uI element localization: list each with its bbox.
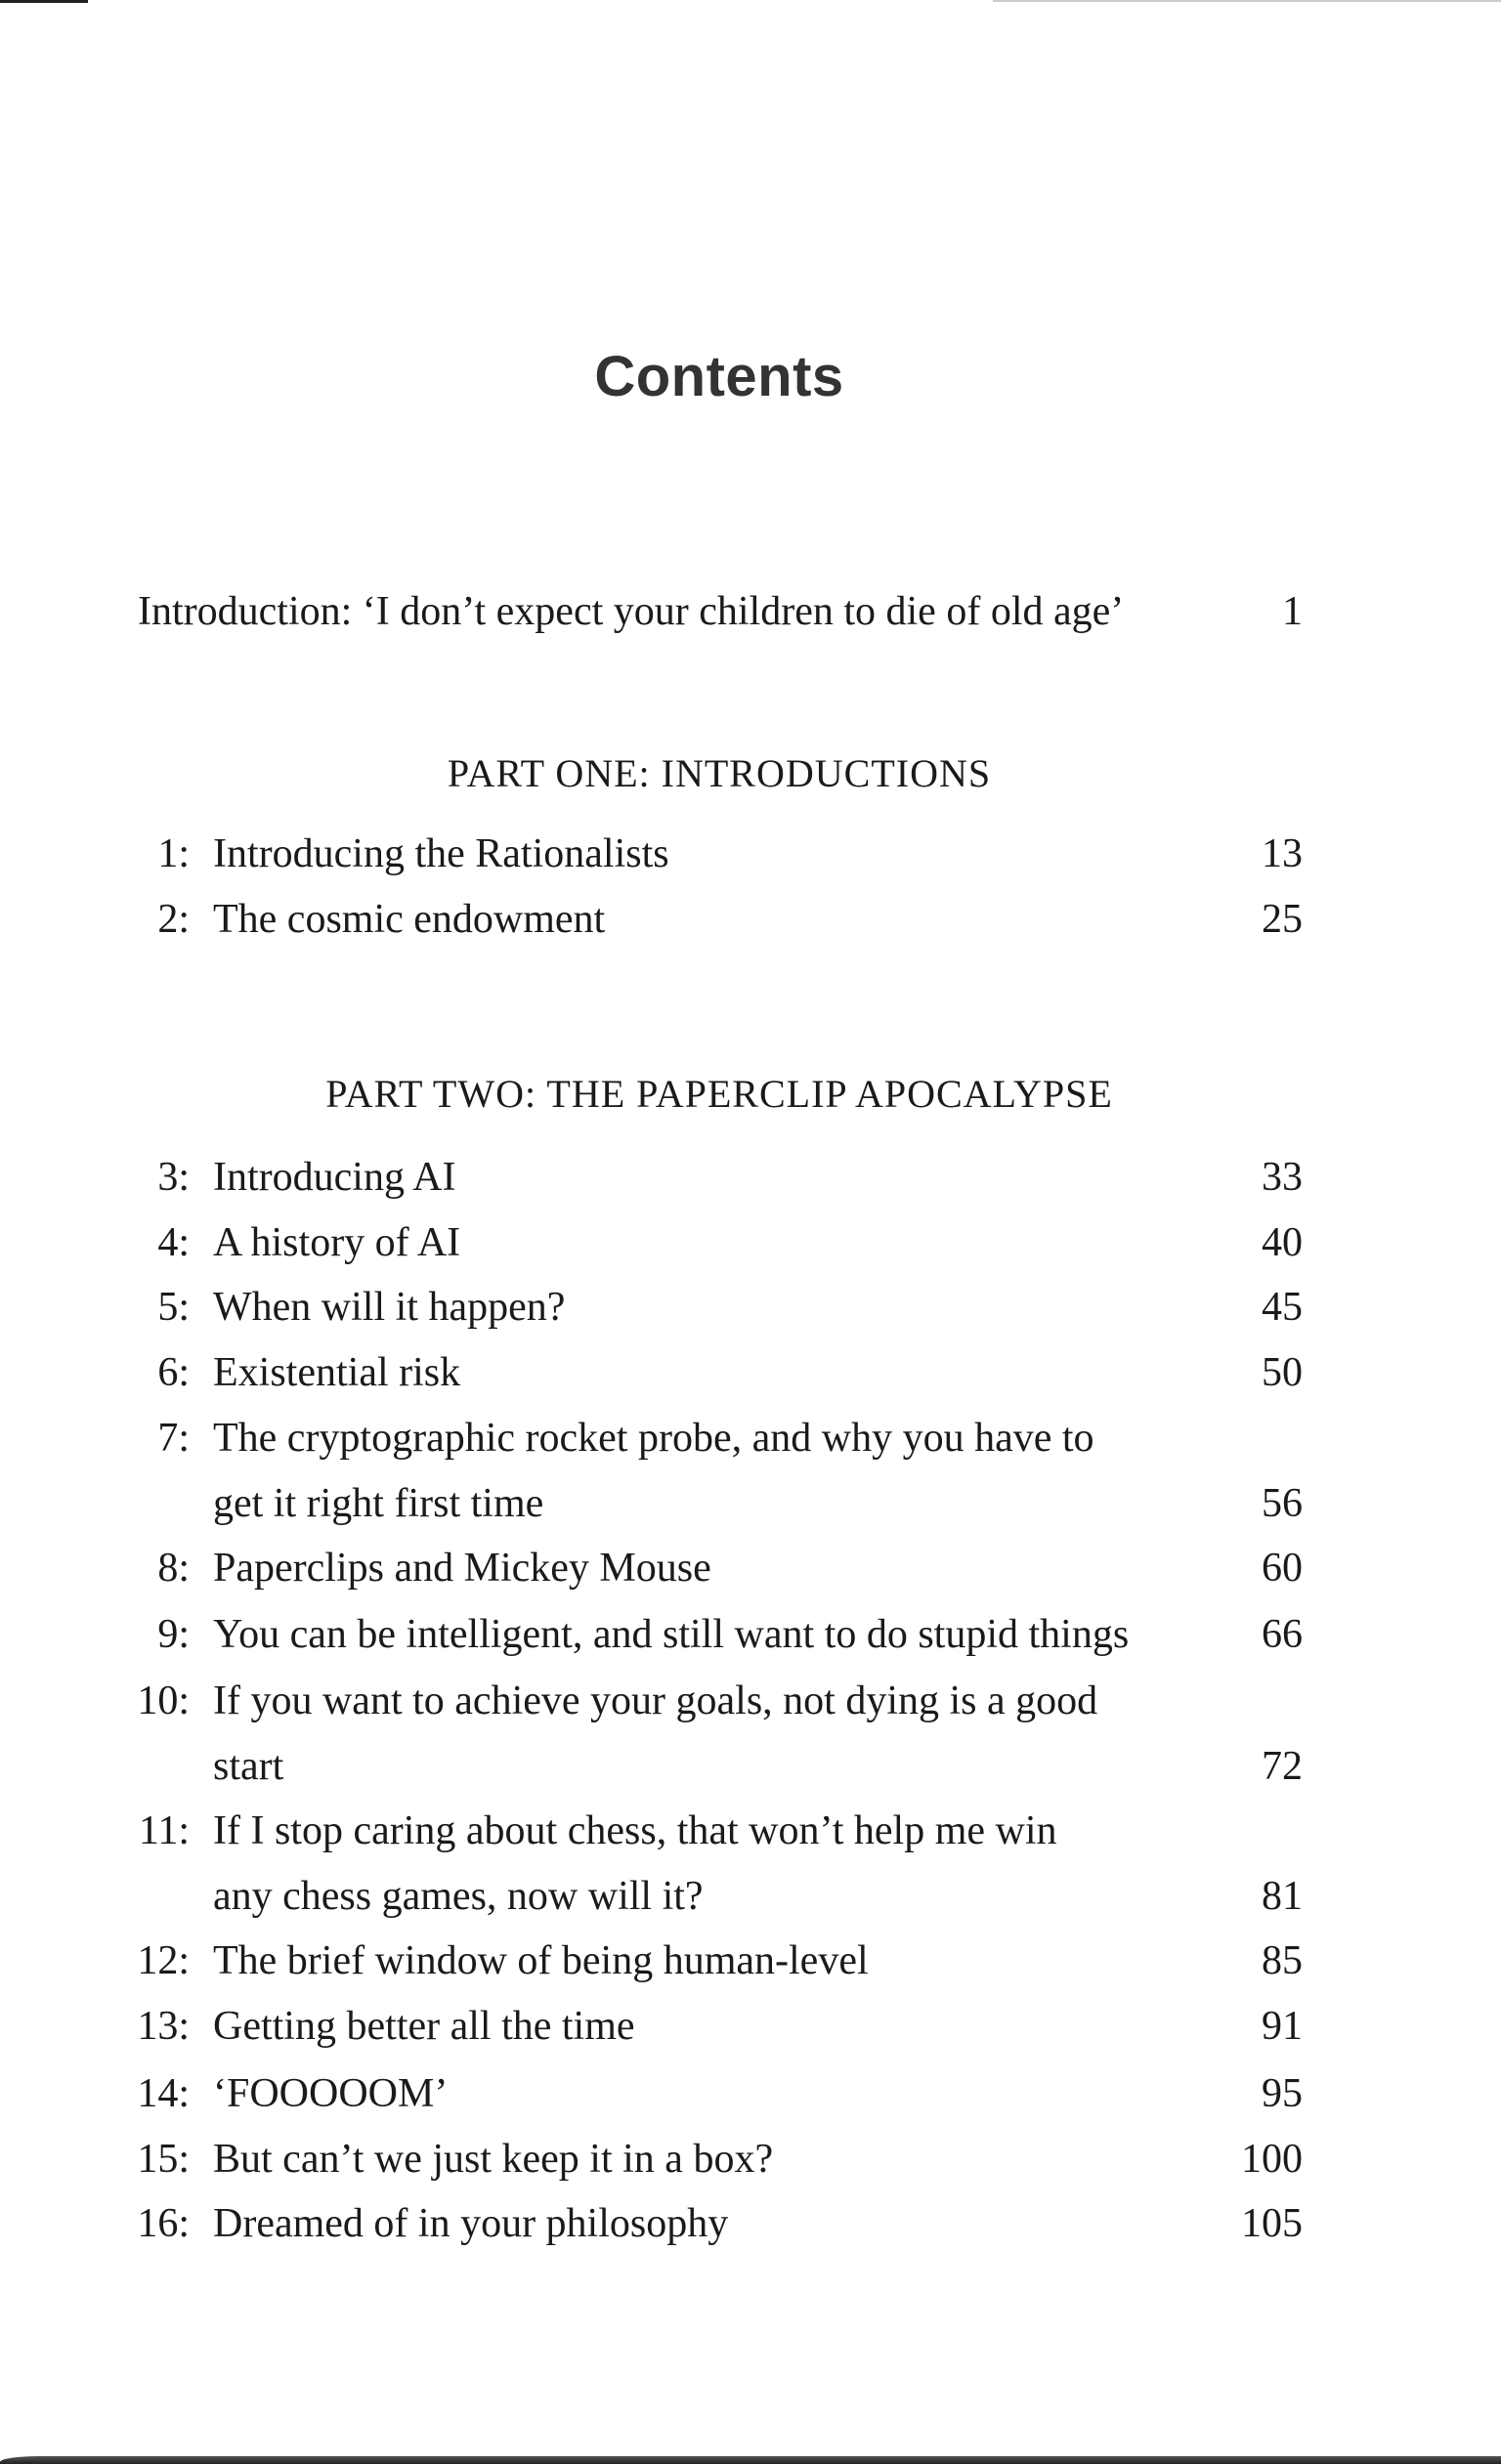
page-title: Contents [594, 345, 844, 408]
chapter-title: ‘FOOOOOM’ [213, 2071, 449, 2116]
chapter-number: 5: [157, 1285, 190, 1330]
chapter-title: Dreamed of in your philosophy [213, 2201, 729, 2246]
chapter-number: 9: [157, 1612, 190, 1657]
chapter-page: 40 [1262, 1220, 1303, 1265]
chapter-number: 15: [137, 2137, 190, 2182]
chapter-number: 4: [157, 1220, 190, 1265]
chapter-page: 95 [1262, 2071, 1303, 2116]
chapter-page: 60 [1262, 1546, 1303, 1591]
chapter-title: Introducing AI [213, 1155, 456, 1200]
toc-entry[interactable] [0, 1148, 1501, 1207]
toc-entry-introduction[interactable] [0, 582, 1501, 641]
chapter-title: Introducing the Rationalists [213, 831, 669, 876]
chapter-number: 14: [137, 2071, 190, 2116]
chapter-title: The cryptographic rocket probe, and why you have to [213, 1416, 1094, 1461]
toc-entry[interactable] [0, 1802, 1501, 1860]
page-edge-bottom [0, 2456, 1501, 2464]
toc-entry[interactable] [0, 2194, 1501, 2253]
chapter-title: The cosmic endowment [213, 897, 606, 942]
chapter-number: 11: [138, 1808, 190, 1853]
toc-entry[interactable] [0, 890, 1501, 949]
toc-entry[interactable] [0, 2064, 1501, 2123]
chapter-number: 8: [157, 1546, 190, 1591]
chapter-number: 12: [137, 1938, 190, 1983]
chapter-title: Existential risk [213, 1350, 461, 1395]
toc-entry[interactable] [0, 825, 1501, 883]
entry-page: 1 [1282, 589, 1303, 634]
chapter-title: Getting better all the time [213, 2004, 635, 2049]
chapter-page: 50 [1262, 1350, 1303, 1395]
toc-entry-continuation[interactable] [0, 1474, 1501, 1533]
toc-entry[interactable] [0, 1409, 1501, 1467]
chapter-number: 6: [157, 1350, 190, 1395]
chapter-page: 72 [1262, 1744, 1303, 1789]
chapter-page: 33 [1262, 1155, 1303, 1200]
chapter-number: 16: [137, 2201, 190, 2246]
toc-entry[interactable] [0, 1343, 1501, 1402]
chapter-title: The brief window of being human-level [213, 1938, 869, 1983]
chapter-page: 66 [1262, 1612, 1303, 1657]
chapter-title: When will it happen? [213, 1285, 566, 1330]
chapter-page: 85 [1262, 1938, 1303, 1983]
chapter-title: any chess games, now will it? [213, 1874, 704, 1919]
chapter-page: 81 [1262, 1874, 1303, 1919]
chapter-title: Paperclips and Mickey Mouse [213, 1546, 711, 1591]
toc-entry[interactable] [0, 1672, 1501, 1730]
toc-entry[interactable] [0, 1278, 1501, 1337]
part-heading: PART ONE: INTRODUCTIONS [447, 751, 992, 795]
chapter-page: 56 [1262, 1481, 1303, 1526]
chapter-title: A history of AI [213, 1220, 461, 1265]
chapter-page: 25 [1262, 897, 1303, 942]
chapter-title: If you want to achieve your goals, not dying is a good [213, 1678, 1098, 1723]
chapter-number: 10: [137, 1678, 190, 1723]
chapter-number: 3: [157, 1155, 190, 1200]
chapter-number: 1: [157, 831, 190, 876]
page-edge-top-right [993, 0, 1501, 2]
chapter-number: 2: [157, 897, 190, 942]
toc-entry[interactable] [0, 2130, 1501, 2188]
toc-entry[interactable] [0, 1539, 1501, 1597]
toc-entry-continuation[interactable] [0, 1867, 1501, 1926]
toc-entry[interactable] [0, 1997, 1501, 2056]
chapter-page: 105 [1241, 2201, 1303, 2246]
chapter-title: start [213, 1744, 284, 1789]
chapter-title: get it right first time [213, 1481, 544, 1526]
page-edge-top-left [0, 0, 88, 3]
chapter-number: 13: [137, 2004, 190, 2049]
chapter-page: 100 [1241, 2137, 1303, 2182]
chapter-page: 91 [1262, 2004, 1303, 2049]
toc-entry-continuation[interactable] [0, 1737, 1501, 1796]
entry-title: Introduction: ‘I don’t expect your children to die of old age’ [138, 589, 1125, 634]
toc-entry[interactable] [0, 1605, 1501, 1664]
chapter-page: 45 [1262, 1285, 1303, 1330]
chapter-page: 13 [1262, 831, 1303, 876]
chapter-number: 7: [157, 1416, 190, 1461]
chapter-title: But can’t we just keep it in a box? [213, 2137, 774, 2182]
chapter-title: If I stop caring about chess, that won’t help me win [213, 1808, 1057, 1853]
toc-entry[interactable] [0, 1932, 1501, 1990]
part-heading: PART TWO: THE PAPERCLIP APOCALYPSE [325, 1072, 1113, 1116]
toc-entry[interactable] [0, 1213, 1501, 1272]
chapter-title: You can be intelligent, and still want to do stupid things [213, 1612, 1130, 1657]
